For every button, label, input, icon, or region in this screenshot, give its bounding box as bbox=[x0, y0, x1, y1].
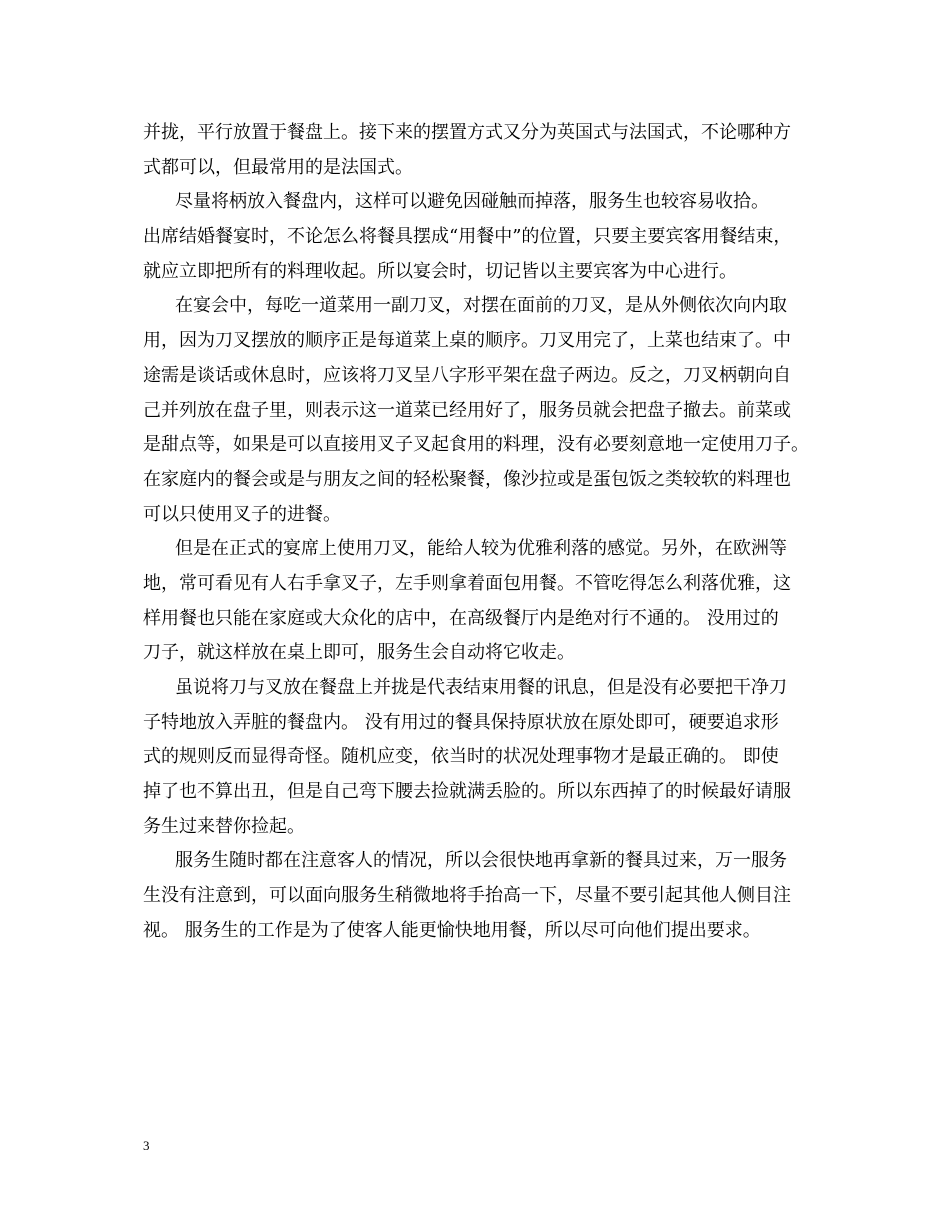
text-line: 并拢，平行放置于餐盘上。接下来的摆置方式又分为英国式与法国式，不论哪种方 bbox=[143, 122, 791, 143]
text-line: 掉了也不算出丑，但是自己弯下腰去捡就满丢脸的。所以东西掉了的时候最好请服 bbox=[143, 781, 791, 803]
body-text bbox=[143, 116, 811, 949]
text-line: 可以只使用叉子的进餐。 bbox=[143, 503, 341, 525]
text-line: 样用餐也只能在家庭或大众化的店中，在高级餐厅内是绝对行不通的。 没用过的 bbox=[143, 607, 779, 629]
text-line: 在家庭内的餐会或是与朋友之间的轻松聚餐，像沙拉或是蛋包饭之类较软的料理也 bbox=[143, 468, 791, 490]
text-line: 用，因为刀叉摆放的顺序正是每道菜上桌的顺序。刀叉用完了，上菜也结束了。中 bbox=[143, 330, 791, 352]
page-number: 3 bbox=[143, 1138, 150, 1153]
text-line: 视。 服务生的工作是为了使客人能更愉快地用餐，所以尽可向他们提出要求。 bbox=[143, 919, 761, 941]
text-line: 是甜点等，如果是可以直接用叉子叉起食用的料理，没有必要刻意地一定使用刀子。 bbox=[143, 434, 809, 456]
text-line: 子特地放入弄脏的餐盘内。 没有用过的餐具保持原状放在原处即可，硬要追求形 bbox=[143, 711, 779, 733]
text-line: 就应立即把所有的料理收起。所以宴会时，切记皆以主要宾客为中心进行。 bbox=[143, 260, 737, 282]
text-line: 式的规则反而显得奇怪。随机应变，依当时的状况处理事物才是最正确的。 即使 bbox=[143, 746, 779, 768]
text-line: 务生过来替你捡起。 bbox=[143, 815, 305, 837]
text-line: 途需是谈话或休息时，应该将刀叉呈八字形平架在盘子两边。反之，刀叉柄朝向自 bbox=[143, 364, 791, 386]
text-line: 尽量将柄放入餐盘内，这样可以避免因碰触而掉落，服务生也较容易收拾。 bbox=[175, 191, 769, 213]
text-line: 虽说将刀与叉放在餐盘上并拢是代表结束用餐的讯息，但是没有必要把干净刀 bbox=[175, 677, 787, 698]
text-line: 出席结婚餐宴时，不论怎么将餐具摆成“用餐中”的位置，只要主要宾客用餐结束， bbox=[143, 226, 792, 248]
text-line: 式都可以，但最常用的是法国式。 bbox=[143, 156, 413, 178]
text-line: 地，常可看见有人右手拿叉子，左手则拿着面包用餐。不管吃得怎么利落优雅，这 bbox=[143, 572, 791, 594]
text-line: 在宴会中，每吃一道菜用一副刀叉，对摆在面前的刀叉，是从外侧依次向内取 bbox=[175, 295, 787, 317]
text-line: 生没有注意到，可以面向服务生稍微地将手抬高一下，尽量不要引起其他人侧目注 bbox=[143, 885, 791, 907]
text-line: 己并列放在盘子里，则表示这一道菜已经用好了，服务员就会把盘子撤去。前菜或 bbox=[143, 399, 791, 421]
text-line: 刀子，就这样放在桌上即可，服务生会自动将它收走。 bbox=[143, 642, 575, 664]
text-line: 但是在正式的宴席上使用刀叉，能给人较为优雅利落的感觉。另外，在欧洲等 bbox=[175, 538, 787, 560]
text-line: 服务生随时都在注意客人的情况，所以会很快地再拿新的餐具过来，万一服务 bbox=[175, 850, 787, 872]
